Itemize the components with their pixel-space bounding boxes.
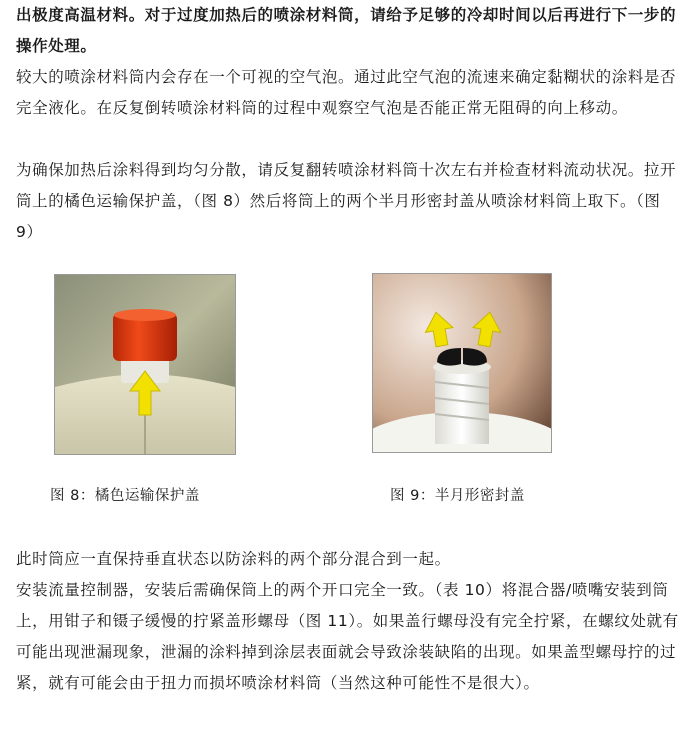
install-instruction-paragraph: 安装流量控制器，安装后需确保筒上的两个开口完全一致。（表 10）将混合器/喷嘴安装到筒上，用钳子和镊子缓慢的拧紧盖形螺母（图 11）。如果盖行螺母没有完全拧紧，在螺纹处就有可能出现泄漏现象，泄漏的涂料掉到涂层表面就会导致涂装缺陷的出现。如果盖型螺母拧的过紧，就有可能会由于扭力而损坏喷涂材料筒（当然这种可能性不是很大）。: [16, 581, 679, 692]
air-bubble-paragraph: 较大的喷涂材料筒内会存在一个可视的空气泡。通过此空气泡的流速来确定黏糊状的涂料是否完全液化。在反复倒转喷涂材料筒的过程中观察空气泡是否能正常无阻碍的向上移动。: [16, 68, 677, 117]
figure-8-caption: 图 8：橘色运输保护盖: [50, 488, 200, 504]
vertical-note-paragraph: 此时筒应一直保持垂直状态以防涂料的两个部分混合到一起。: [16, 550, 451, 568]
warning-paragraph: 出极度高温材料。对于过度加热后的喷涂材料筒，请给予足够的冷却时间以后再进行下一步的操作处理。: [16, 6, 677, 55]
figure-9-image: [372, 273, 552, 453]
half-moon-seal-photo: [373, 274, 551, 452]
flip-instruction-paragraph: 为确保加热后涂料得到均匀分散，请反复翻转喷涂材料筒十次左右并检查材料流动状况。拉开筒上的橘色运输保护盖，（图 8）然后将筒上的两个半月形密封盖从喷涂材料筒上取下。（图 9）: [16, 161, 677, 241]
figure-9-caption: 图 9：半月形密封盖: [390, 488, 525, 504]
orange-transport-cap-photo: [55, 275, 235, 454]
figure-8-image: [54, 274, 236, 455]
